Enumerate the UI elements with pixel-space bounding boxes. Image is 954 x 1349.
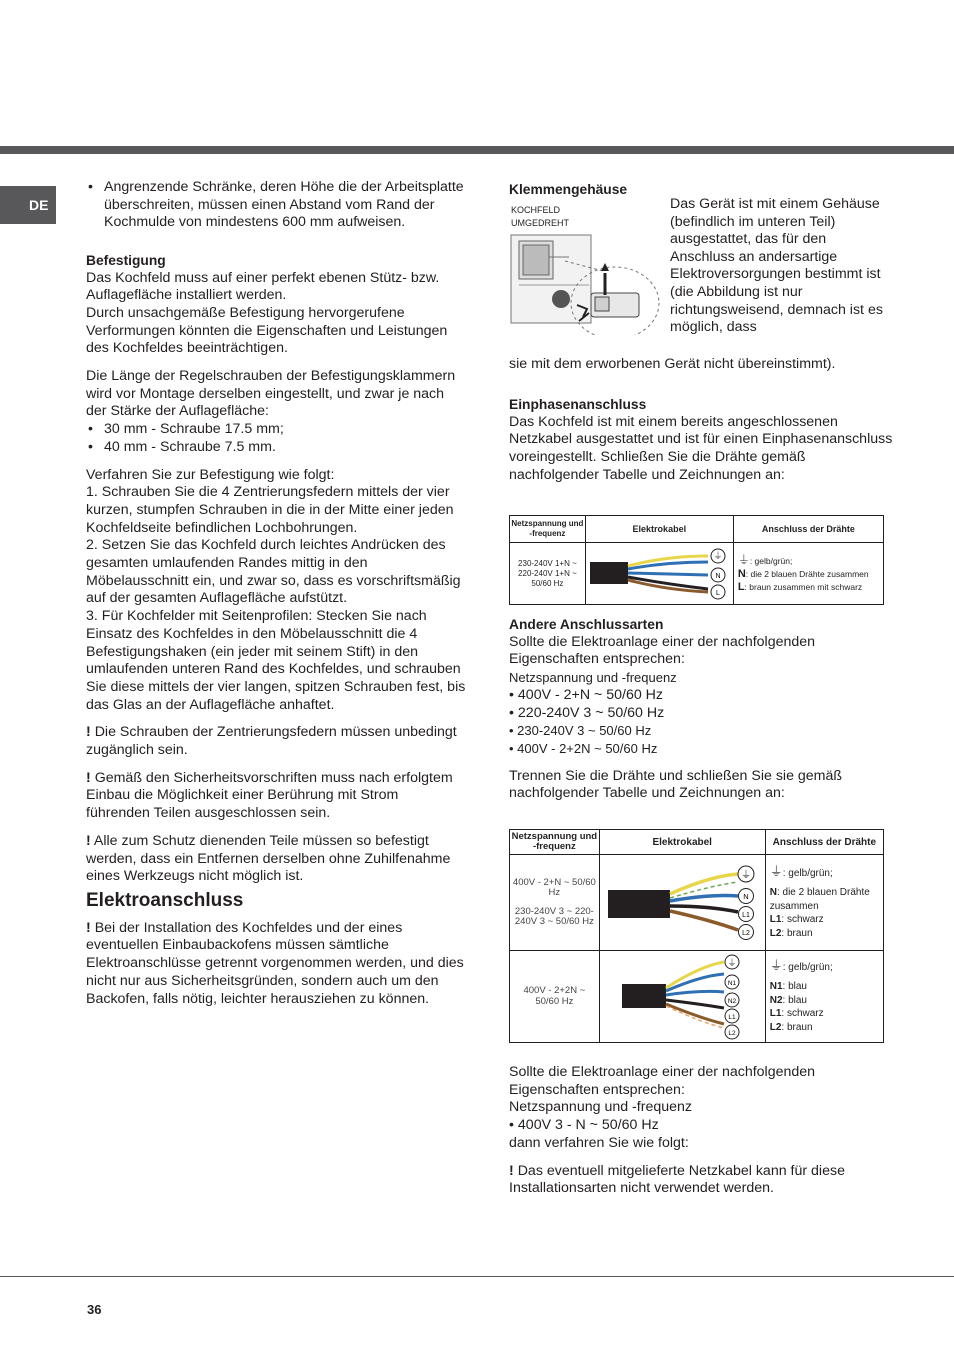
earth-icon: ⏚ — [769, 957, 783, 973]
warning-mark: ! — [86, 724, 91, 741]
warning-mark: ! — [86, 832, 91, 849]
t2-header-cable: Elektrokabel — [599, 830, 765, 855]
elektro-warning — [86, 920, 466, 1009]
t2-row1-voltage-a: 400V - 2+N ~ 50/60 Hz — [512, 876, 596, 898]
length-bullet-1: • 30 mm - Schraube 17.5 mm; — [86, 421, 466, 439]
svg-text:N2: N2 — [728, 997, 737, 1005]
t2-row1-legend: ⏚: gelb/grün; N: die 2 blauen Drähte zusammen L1: schwarz L2: braun — [765, 855, 883, 951]
t1-legend-earth: ⏚: gelb/grün; — [737, 552, 793, 567]
andere-para: Sollte die Elektroanlage einer der nachfolgenden Eigenschaften entsprechen: — [509, 633, 816, 668]
length-para: Die Länge der Regelschrauben der Befestigungsklammern wird vor Montage derselben eingestellt, und zwar je nach der Stärke der Auflagefläche: — [86, 368, 456, 420]
svg-text:N: N — [743, 891, 749, 901]
t1-pin-n: N — [715, 572, 721, 580]
andere-sub: Netzspannung und -frequenz — [509, 670, 677, 686]
warning-1 — [86, 724, 466, 759]
t1-header-connection: Anschluss der Drähte — [733, 516, 883, 543]
language-tab: DE — [0, 186, 56, 224]
elektro-warning-text: Bei der Installation des Kochfeldes und der eines eventuellen Einbaubackofens müssen sämtliche Elektroanschlüsse getrennt vorgenommen werden, und dies nicht nur aus Sicherheitsgründen, sondern auch um den Backofen, falls nötig, leichter herausziehen zu können. — [86, 919, 464, 1007]
andere-section — [509, 614, 899, 803]
t1-pin-l: L — [716, 589, 721, 597]
procedure-step-3: 3. Für Kochfelder mit Seitenprofilen: Stecken Sie nach Einsatz des Kochfeldes in den Möbelausschnitt die 4 Befestigungshaken (ein jeder mit seinem Stift) in den umlaufenden unteren Rand des Kochfeldes, und schrauben Sie diese mittels der vier langen, spitzen Schrauben fest, bis das Glas an der Auflagefläche anhaftet. — [86, 608, 466, 713]
t1-voltage: 230-240V 1+N ~ 220-240V 1+N ~ 50/60 Hz — [510, 543, 586, 605]
andere-bullet-1: • 400V - 2+N ~ 50/60 Hz — [509, 686, 664, 703]
einphasen-para: Das Kochfeld ist mit einem bereits angeschlossenen Netzkabel ausgestattet und ist für einen Einphasenanschluss voreingestellt. Schließen Sie die Drähte gemäß nachfolgender Tabelle und Zeichnungen an: — [509, 413, 893, 483]
sollte-then: dann verfahren Sie wie folgt: — [509, 1134, 689, 1151]
procedure-step-1: 1. Schrauben Sie die 4 Zentrierungsfedern mittels der vier kurzen, stumpfen Schrauben in die in der Mitte einer jeden Kochfeldseite befindlichen Lochbohrungen. — [86, 484, 454, 536]
final-warning — [509, 1163, 899, 1198]
t2-row2-legend: ⏚: gelb/grün; N1: blau N2: blau L1: schwarz L2: braun — [765, 951, 883, 1043]
warning-3-text: Alle zum Schutz dienenden Teile müssen so befestigt werden, dass ein Entfernen derselben ohne Zuhilfenahme eines Werkzeugs nicht möglich ist. — [86, 832, 451, 885]
t2-row1-voltage — [510, 855, 600, 951]
klemm-text: Das Gerät ist mit einem Gehäuse (befindlich im unteren Teil) ausgestattet, das für den Anschluss an andersartige Elektroversorgungen bestimmt ist (die Abbildung ist nur richtungsweisend, demnach ist es möglich, dass — [670, 196, 883, 336]
svg-text:⏚: ⏚ — [713, 551, 723, 562]
length-bullet-2: • 40 mm - Schraube 7.5 mm. — [86, 439, 466, 457]
einphasen-heading: Einphasenanschluss — [509, 397, 647, 412]
t2-header-voltage: Netzspannung und -frequenz — [510, 830, 600, 855]
svg-text:⏚: ⏚ — [741, 869, 752, 881]
page-number: 36 — [87, 1302, 102, 1317]
earth-icon: ⏚ — [737, 552, 750, 567]
figure-label-1: KOCHFELD — [511, 205, 561, 215]
einphasen-section — [509, 394, 899, 485]
wiring-table-multi-phase — [509, 829, 884, 1043]
t1-legend-l: L: braun zusammen mit schwarz — [737, 580, 863, 593]
terminal-box-illustration — [509, 201, 661, 335]
t1-legend — [733, 543, 883, 605]
warning-mark: ! — [86, 919, 91, 936]
befestigung-para-1: Das Kochfeld muss auf einer perfekt ebenen Stütz- bzw. Auflagefläche installiert werden. — [86, 269, 440, 304]
andere-bullet-3: • 230-240V 3 ~ 50/60 Hz — [509, 723, 652, 739]
andere-bullet-4: • 400V - 2+2N ~ 50/60 Hz — [509, 740, 658, 756]
wiring-table-single-phase — [509, 515, 884, 605]
t1-cable-diagram — [585, 543, 733, 605]
left-column — [86, 179, 466, 1008]
terminal-box-figure — [509, 201, 661, 335]
warning-1-text: Die Schrauben der Zentrierungsfedern müssen unbedingt zugänglich sein. — [86, 724, 457, 759]
intro-bullet: • Angrenzende Schränke, deren Höhe die der Arbeitsplatte überschreiten, müssen einen Abstand vom Rand der Kochmulde von mindestens 600 mm aufweisen. — [86, 179, 466, 232]
earth-icon: ⏚ — [769, 863, 783, 879]
sollte-bullet: • 400V 3 - N ~ 50/60 Hz — [509, 1117, 659, 1134]
t1-header-voltage: Netzspannung und -frequenz — [510, 516, 586, 543]
trennen-para: Trennen Sie die Drähte und schließen Sie sie gemäß nachfolgender Tabelle und Zeichnungen an: — [509, 767, 843, 802]
t2-row1-voltage-b: 230-240V 3 ~ 220-240V 3 ~ 50/60 Hz — [514, 905, 594, 927]
warning-mark: ! — [509, 1162, 514, 1179]
t2-row2-voltage: 400V - 2+2N ~ 50/60 Hz — [510, 951, 600, 1043]
t1-legend-n: N: die 2 blauen Drähte zusammen — [737, 567, 869, 580]
elektroanschluss-heading: Elektroanschluss — [86, 890, 244, 911]
warning-3 — [86, 833, 466, 886]
t2-row1-cable-svg — [600, 856, 764, 948]
procedure-step-2: 2. Setzen Sie das Kochfeld durch leichtes Andrücken des gesamten umlaufenden Randes mittig in den Möbelausschnitt ein, und zwar so, dass es vorschriftsmäßig auf der gesamten Auflagefläche aufstützt. — [86, 537, 461, 607]
klemm-heading: Klemmengehäuse — [509, 182, 628, 197]
t2-header-connection: Anschluss der Drähte — [765, 830, 883, 855]
svg-text:L1: L1 — [728, 1013, 736, 1021]
warning-2 — [86, 770, 466, 823]
final-warning-text: Das eventuell mitgelieferte Netzkabel kann für diese Installationsarten nicht verwendet werden. — [509, 1162, 845, 1197]
t2-row2-cable-svg — [600, 952, 764, 1040]
klemm-text-tail: sie mit dem erworbenen Gerät nicht übereinstimmt). — [509, 356, 836, 372]
sollte-sub: Netzspannung und -frequenz — [509, 1099, 692, 1116]
befestigung-heading: Befestigung — [86, 252, 166, 268]
andere-heading: Andere Anschlussarten — [509, 617, 664, 632]
sollte-para: Sollte die Elektroanlage einer der nachfolgenden Eigenschaften entsprechen: — [509, 1064, 816, 1098]
svg-text:N1: N1 — [728, 979, 737, 987]
top-bar — [0, 146, 954, 154]
t2-row1-cable-diagram — [599, 855, 765, 951]
t2-row2-cable-diagram — [599, 951, 765, 1043]
svg-text:L2: L2 — [742, 929, 751, 937]
warning-mark: ! — [86, 769, 91, 786]
andere-bullet-2: • 220-240V 3 ~ 50/60 Hz — [509, 704, 665, 721]
svg-text:L1: L1 — [742, 911, 751, 919]
svg-text:L2: L2 — [728, 1029, 736, 1037]
t1-header-cable: Elektrokabel — [585, 516, 733, 543]
bottom-rule — [0, 1276, 954, 1277]
procedure-intro: Verfahren Sie zur Befestigung wie folgt: — [86, 466, 335, 483]
befestigung-para-2: Durch unsachgemäße Befestigung hervorgerufene Verformungen könnten die Eigenschaften und Leistungen des Kochfeldes beeinträchtigen. — [86, 304, 448, 357]
figure-label-2: UMGEDREHT — [511, 218, 569, 228]
t1-cable-svg — [586, 544, 732, 602]
warning-2-text: Gemäß den Sicherheitsvorschriften muss nach erfolgtem Einbau die Möglichkeit einer Berührung mit Strom führenden Teilen ausgeschlossen sein. — [86, 769, 453, 822]
svg-text:⏚: ⏚ — [727, 958, 737, 969]
final-section — [509, 1064, 899, 1198]
